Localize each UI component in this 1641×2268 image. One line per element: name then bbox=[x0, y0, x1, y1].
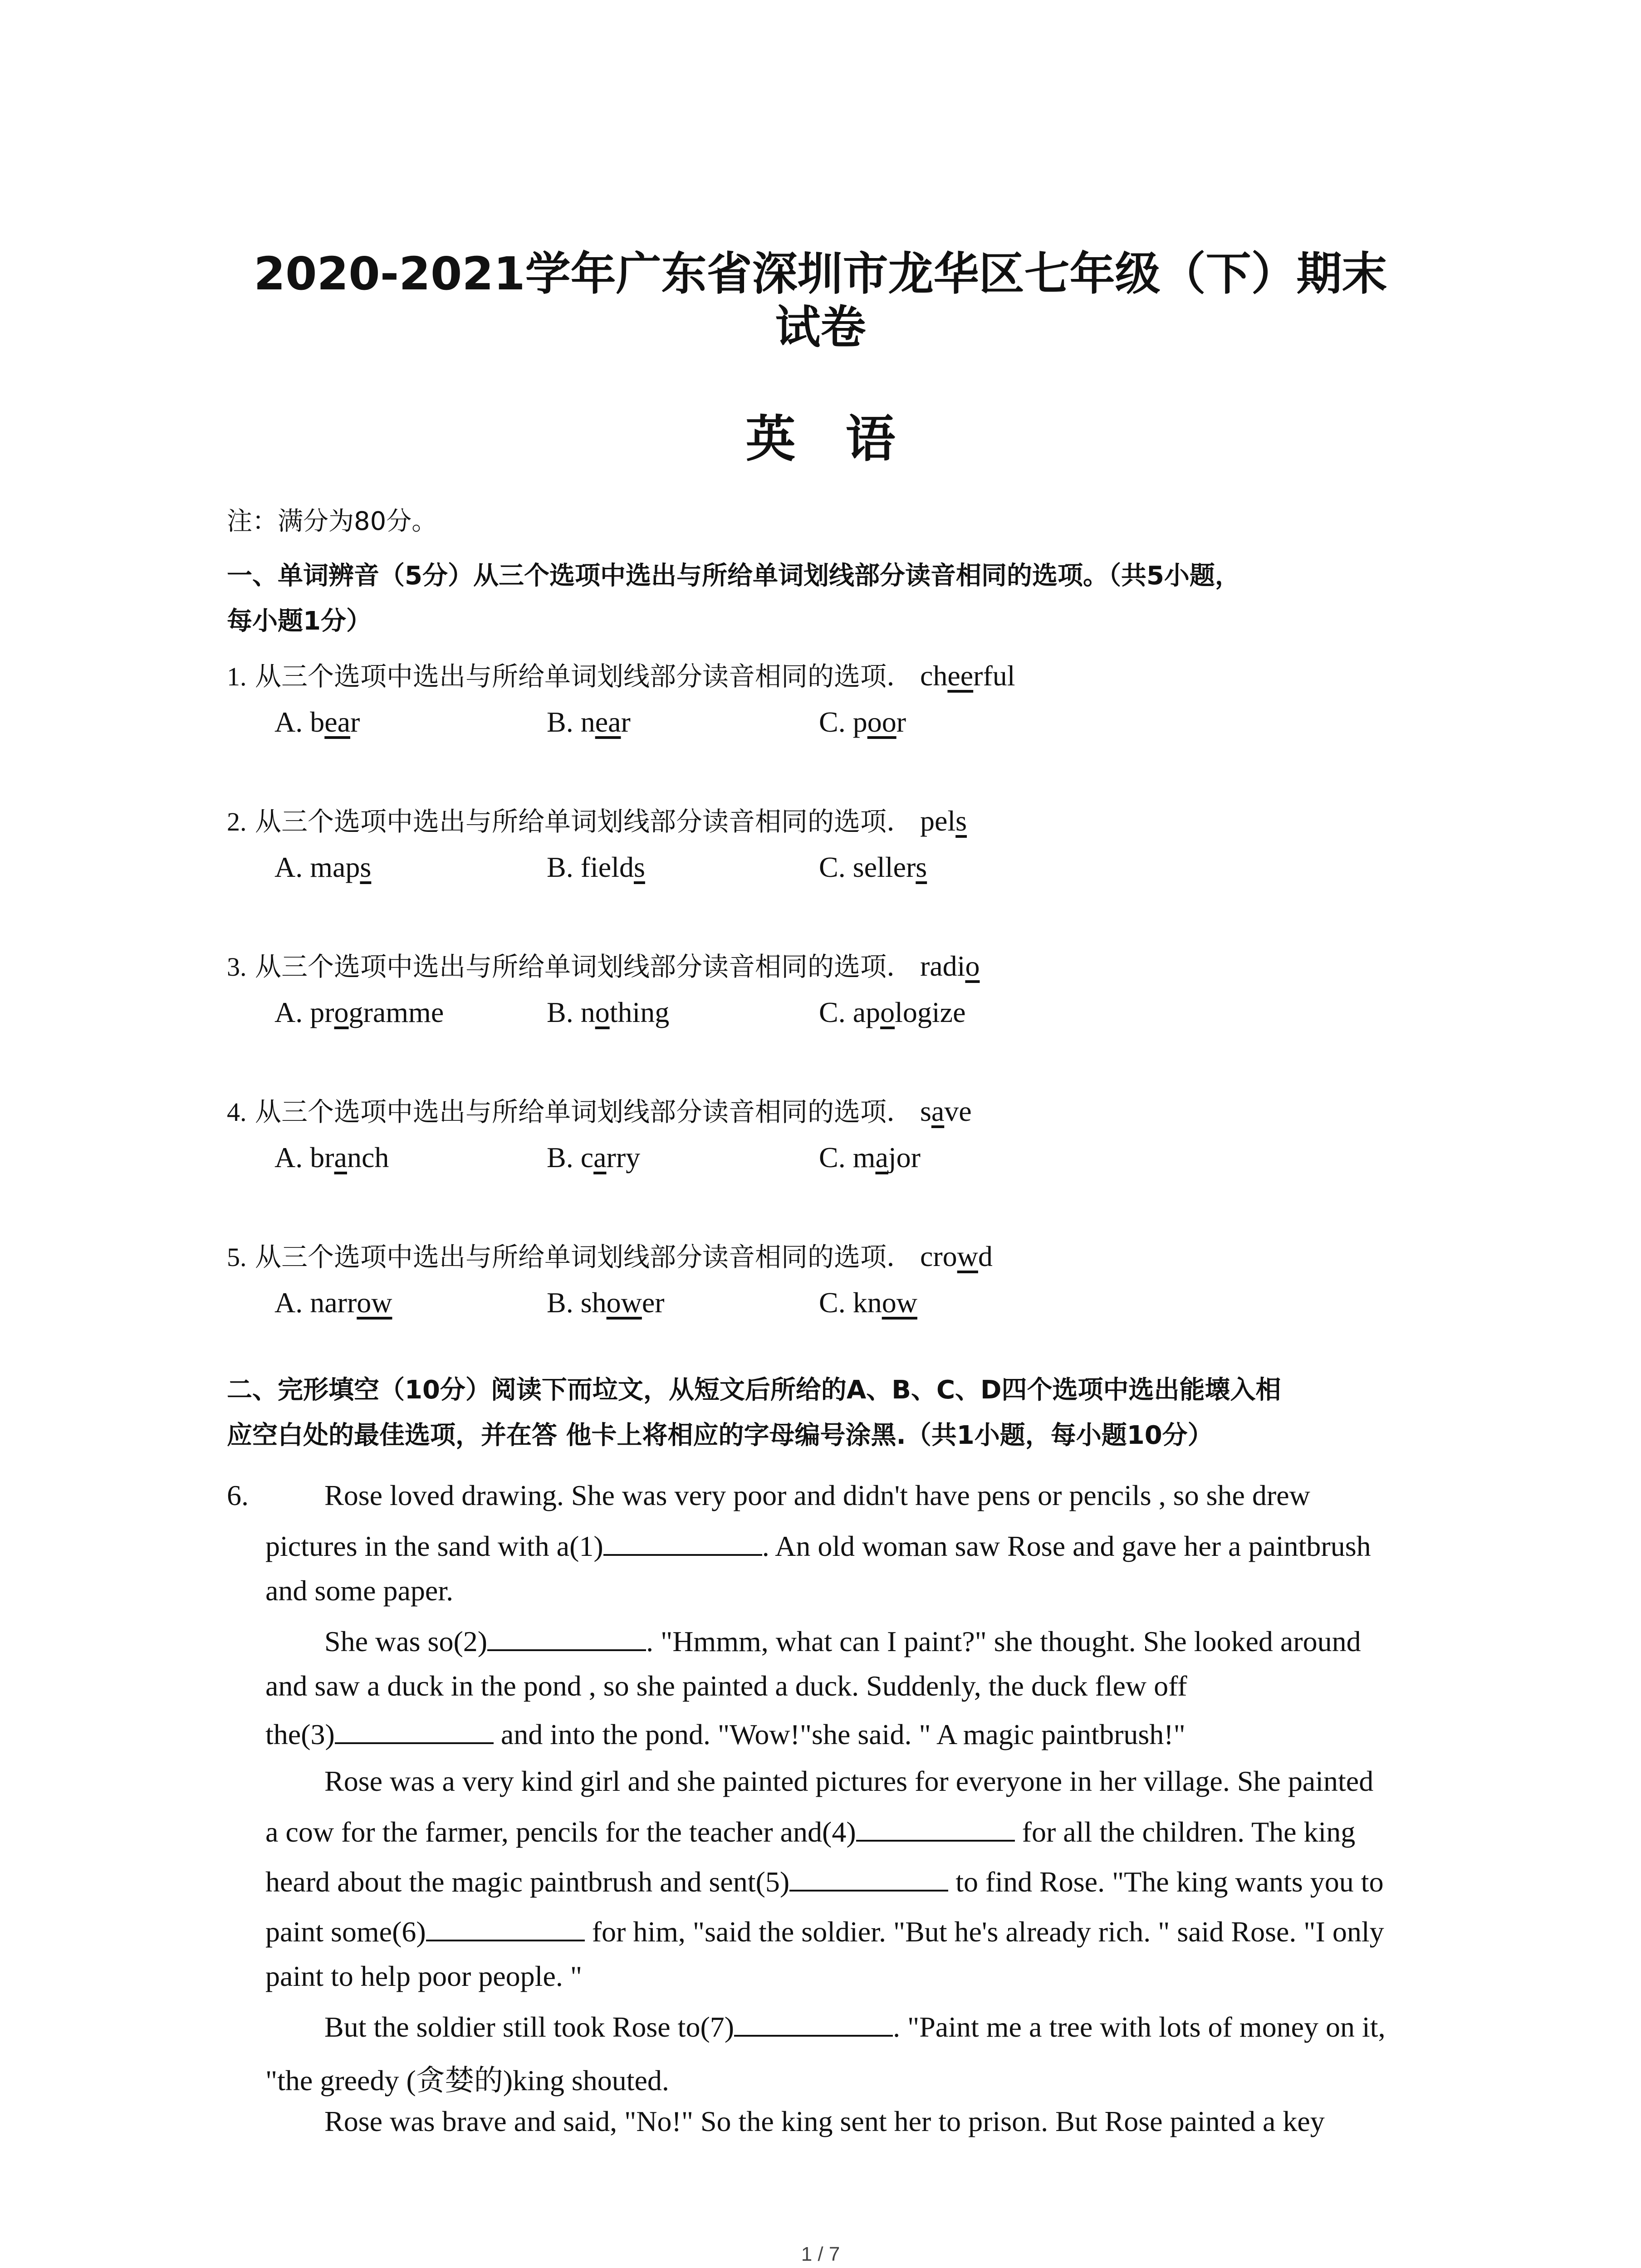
answer-blank bbox=[426, 1914, 585, 1941]
blank-number: (1) bbox=[569, 1530, 603, 1562]
question-text: 从三个选项中选出与所给单词划线部分读音相同的选项． bbox=[255, 1096, 913, 1127]
option-a[interactable]: A. maps bbox=[274, 851, 372, 883]
passage-line: paint to help poor people. " bbox=[265, 1960, 582, 1992]
section1-header-line2: 每小题1分） bbox=[227, 606, 372, 636]
option-b[interactable]: B. carry bbox=[547, 1141, 641, 1173]
option-b[interactable]: B. near bbox=[547, 706, 631, 738]
option-a[interactable]: A. programme bbox=[274, 996, 444, 1028]
blank-number: (2) bbox=[453, 1625, 488, 1657]
answer-blank bbox=[335, 1717, 494, 1744]
target-word: radio bbox=[920, 950, 980, 982]
section2-header bbox=[227, 1368, 1452, 1458]
score-note: 注：满分为80分。 bbox=[227, 507, 437, 536]
question-item bbox=[227, 1089, 1452, 1180]
question-item bbox=[227, 1234, 1452, 1325]
question-number: 6. bbox=[227, 1479, 249, 1511]
blank-number: (3) bbox=[301, 1718, 335, 1750]
options-row bbox=[227, 990, 1452, 1035]
question-item bbox=[227, 943, 1452, 1035]
section2-header-line1: 二、完形填空（10分）阅读下而垃文，从短文后所给的A、B、C、D四个选项中选出能壊入相 bbox=[227, 1375, 1281, 1405]
option-c[interactable]: C. poor bbox=[819, 706, 906, 738]
question-number: 3. bbox=[227, 952, 247, 982]
option-a[interactable]: A. narrow bbox=[274, 1286, 392, 1319]
option-b[interactable]: B. shower bbox=[547, 1286, 665, 1319]
passage-line: She was so(2) . "Hmmm, what can I paint?" she thought. She looked around bbox=[324, 1624, 1361, 1658]
blank-number: (7) bbox=[700, 2011, 735, 2043]
option-a[interactable]: A. bear bbox=[274, 706, 360, 738]
passage-line: the(3) and into the pond. "Wow!"she said. " A magic paintbrush!" bbox=[265, 1717, 1185, 1751]
passage-line: Rose loved drawing. She was very poor and didn't have pens or pencils , so she drew bbox=[324, 1479, 1310, 1511]
passage-line: Rose was brave and said, "No!" So the king sent her to prison. But Rose painted a key bbox=[324, 2105, 1325, 2137]
options-row bbox=[227, 845, 1452, 890]
question-stem bbox=[227, 1234, 1452, 1280]
question-item bbox=[227, 798, 1452, 890]
passage-line: and saw a duck in the pond , so she painted a duck. Suddenly, the duck flew off bbox=[265, 1670, 1187, 1702]
section1-header bbox=[227, 553, 1452, 644]
section1-header-line1: 一、单词辨音（5分）从三个选项中选出与所给单词划线部分读音相同的选项。（共5小题， bbox=[227, 561, 1240, 591]
blank-number: (4) bbox=[822, 1816, 856, 1848]
option-c[interactable]: C. major bbox=[819, 1141, 921, 1173]
question-number: 1. bbox=[227, 662, 247, 691]
exam-title-line2: 试卷 bbox=[775, 301, 866, 354]
question-stem bbox=[227, 653, 1452, 699]
option-b[interactable]: B. fields bbox=[547, 851, 645, 883]
target-word: cheerful bbox=[920, 660, 1015, 692]
passage-line: "the greedy (贪婪的)king shouted. bbox=[265, 2064, 669, 2097]
options-row bbox=[227, 699, 1452, 745]
option-b[interactable]: B. nothing bbox=[547, 996, 670, 1028]
question-item bbox=[227, 653, 1452, 745]
target-word: pels bbox=[920, 805, 967, 837]
passage-line: and some paper. bbox=[265, 1574, 454, 1607]
question-text: 从三个选项中选出与所给单词划线部分读音相同的选项． bbox=[255, 951, 913, 982]
passage-line: Rose was a very kind girl and she painted pictures for everyone in her village. She painted bbox=[324, 1765, 1374, 1797]
answer-blank bbox=[734, 2009, 893, 2037]
option-a[interactable]: A. branch bbox=[274, 1141, 389, 1173]
question-stem bbox=[227, 798, 1452, 845]
passage-line: pictures in the sand with a(1) . An old woman saw Rose and gave her a paintbrush bbox=[265, 1529, 1371, 1563]
question-text: 从三个选项中选出与所给单词划线部分读音相同的选项． bbox=[255, 806, 913, 837]
target-word: save bbox=[920, 1095, 972, 1127]
blank-number: (6) bbox=[392, 1916, 426, 1948]
answer-blank bbox=[789, 1864, 948, 1892]
question-stem bbox=[227, 1089, 1452, 1135]
option-c[interactable]: C. apologize bbox=[819, 996, 966, 1028]
exam-title bbox=[0, 247, 1641, 354]
exam-title-line1: 2020-2021学年广东省深圳市龙华区七年级（下）期末 bbox=[254, 247, 1387, 300]
question-number: 5. bbox=[227, 1242, 247, 1272]
answer-blank bbox=[856, 1814, 1015, 1842]
question-text: 从三个选项中选出与所给单词划线部分读音相同的选项． bbox=[255, 1242, 913, 1272]
answer-blank bbox=[603, 1529, 762, 1556]
options-row bbox=[227, 1135, 1452, 1180]
options-row bbox=[227, 1280, 1452, 1325]
subject-heading: 英 语 bbox=[745, 410, 896, 468]
passage-line: heard about the magic paintbrush and sent(5) to find Rose. "The king wants you to bbox=[265, 1864, 1384, 1899]
passage-line: paint some(6) for him, "said the soldier. "But he's already rich. " said Rose. "I only bbox=[265, 1914, 1384, 1949]
question-text: 从三个选项中选出与所给单词划线部分读音相同的选项． bbox=[255, 661, 913, 692]
passage-line: But the soldier still took Rose to(7) . "Paint me a tree with lots of money on it, bbox=[324, 2009, 1386, 2044]
question-stem bbox=[227, 943, 1452, 990]
blank-number: (5) bbox=[755, 1866, 790, 1898]
section2-header-line2: 应空白处的最佳选项，并在答 他卡上将相应的字母编号涂黑.（共1小题，每小题10分） bbox=[227, 1421, 1213, 1450]
target-word: crowd bbox=[920, 1240, 993, 1272]
option-c[interactable]: C. know bbox=[819, 1286, 917, 1319]
option-c[interactable]: C. sellers bbox=[819, 851, 927, 883]
answer-blank bbox=[487, 1624, 646, 1651]
passage-line: a cow for the farmer, pencils for the teacher and(4) for all the children. The king bbox=[265, 1814, 1355, 1849]
question-number: 4. bbox=[227, 1097, 247, 1127]
question-number: 2. bbox=[227, 807, 247, 836]
page-number: 1 / 7 bbox=[801, 2243, 840, 2265]
